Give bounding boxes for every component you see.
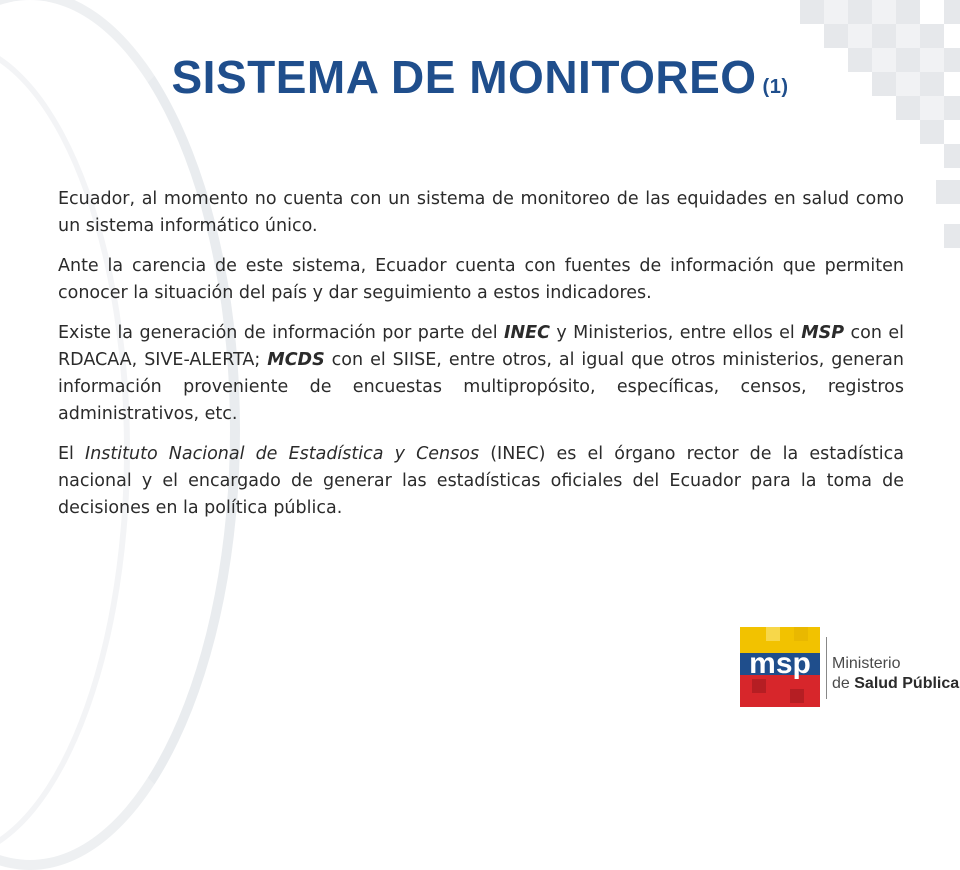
paragraph-4 <box>58 441 904 522</box>
title-text: SISTEMA DE MONITOREO <box>171 51 757 103</box>
title-reference: (1) <box>762 76 789 98</box>
slide-body <box>58 186 904 535</box>
msp-logo-mark <box>740 627 820 707</box>
paragraph-3 <box>58 320 904 428</box>
paragraph-run: y Ministerios, entre ellos el <box>549 323 802 343</box>
paragraph-run: Ante la carencia de este sistema, Ecuador cuenta con fuentes de información que permiten conocer la situación del país y dar seguimiento a estos indicadores. <box>58 256 904 303</box>
paragraph-run: Existe la generación de información por parte del <box>58 323 504 343</box>
paragraph-run: con el RDACAA, SIVE-ALERTA; <box>58 323 904 370</box>
paragraph-2 <box>58 253 904 307</box>
paragraph-1 <box>58 186 904 240</box>
page-title <box>0 50 960 104</box>
logo-line-2 <box>832 675 959 693</box>
paragraph-run: El <box>58 444 86 464</box>
logo-divider <box>826 637 827 699</box>
logo-line-2-bold: Salud Pública <box>854 675 960 692</box>
paragraph-run: Ecuador, al momento no cuenta con un sistema de monitoreo de las equidades en salud como un sistema informático único. <box>58 189 904 236</box>
msp-logo <box>740 627 960 707</box>
paragraph-run: Instituto Nacional de Estadística y Censos <box>85 444 480 464</box>
paragraph-run: con el SIISE, entre otros, al igual que otros ministerios, generan información proveniente de encuestas multipropósito, específicas, censos, registros administrativos, etc. <box>58 350 904 424</box>
paragraph-run: MCDS <box>267 350 325 370</box>
paragraph-run: (INEC) es el órgano rector de la estadística nacional y el encargado de generar las estadísticas oficiales del Ecuador para la toma de decisiones en la política pública. <box>58 444 904 518</box>
paragraph-run: MSP <box>801 323 845 343</box>
logo-line-1: Ministerio <box>832 655 901 672</box>
logo-line-2-prefix: de <box>832 675 855 692</box>
logo-mark-text: msp <box>749 647 811 680</box>
paragraph-run: INEC <box>504 323 550 343</box>
